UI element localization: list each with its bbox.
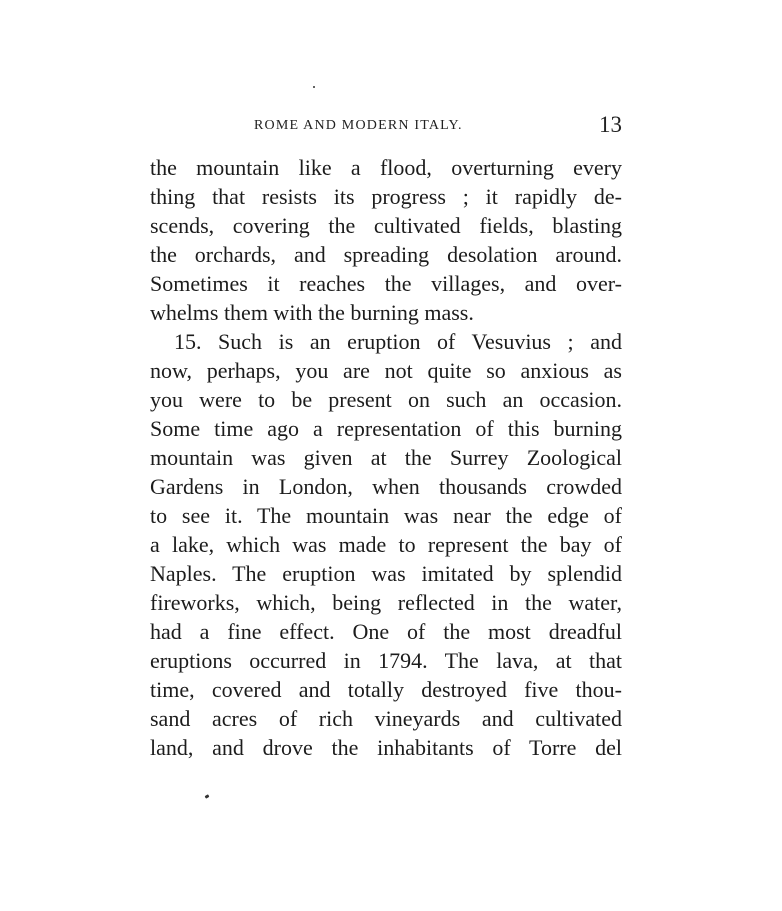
text-line: sand acres of rich vineyards and cultivated: [150, 706, 622, 731]
body-text: [150, 153, 622, 762]
text-line: fireworks, which, being reflected in the water,: [150, 590, 622, 615]
text-line: Some time ago a representation of this burning: [150, 416, 622, 441]
text-line: the mountain like a flood, overturning every: [150, 155, 622, 180]
text-line: thing that resists its progress ; it rapidly de-: [150, 184, 622, 209]
text-line: now, perhaps, you are not quite so anxious as: [150, 358, 622, 383]
text-line: scends, covering the cultivated fields, blasting: [150, 213, 622, 238]
running-head-title: ROME AND MODERN ITALY.: [254, 118, 463, 133]
print-speck: [205, 794, 210, 799]
text-line: Sometimes it reaches the villages, and over-: [150, 271, 622, 296]
running-head: [150, 112, 622, 140]
text-line: eruptions occurred in 1794. The lava, at that: [150, 648, 622, 673]
print-speck: [313, 86, 315, 88]
text-line: whelms them with the burning mass.: [150, 300, 474, 325]
text-line: a lake, which was made to represent the bay of: [150, 532, 622, 557]
text-line: Gardens in London, when thousands crowded: [150, 474, 622, 499]
text-line: land, and drove the inhabitants of Torre del: [150, 735, 622, 760]
text-line: the orchards, and spreading desolation around.: [150, 242, 622, 267]
text-line: you were to be present on such an occasion.: [150, 387, 622, 412]
page-number: 13: [599, 112, 622, 137]
text-line: mountain was given at the Surrey Zoological: [150, 445, 622, 470]
text-line: Naples. The eruption was imitated by splendid: [150, 561, 622, 586]
text-line: time, covered and totally destroyed five thou-: [150, 677, 622, 702]
paragraph-start-line: 15. Such is an eruption of Vesuvius ; and: [174, 329, 622, 354]
text-line: had a fine effect. One of the most dreadful: [150, 619, 622, 644]
text-line: to see it. The mountain was near the edge of: [150, 503, 622, 528]
